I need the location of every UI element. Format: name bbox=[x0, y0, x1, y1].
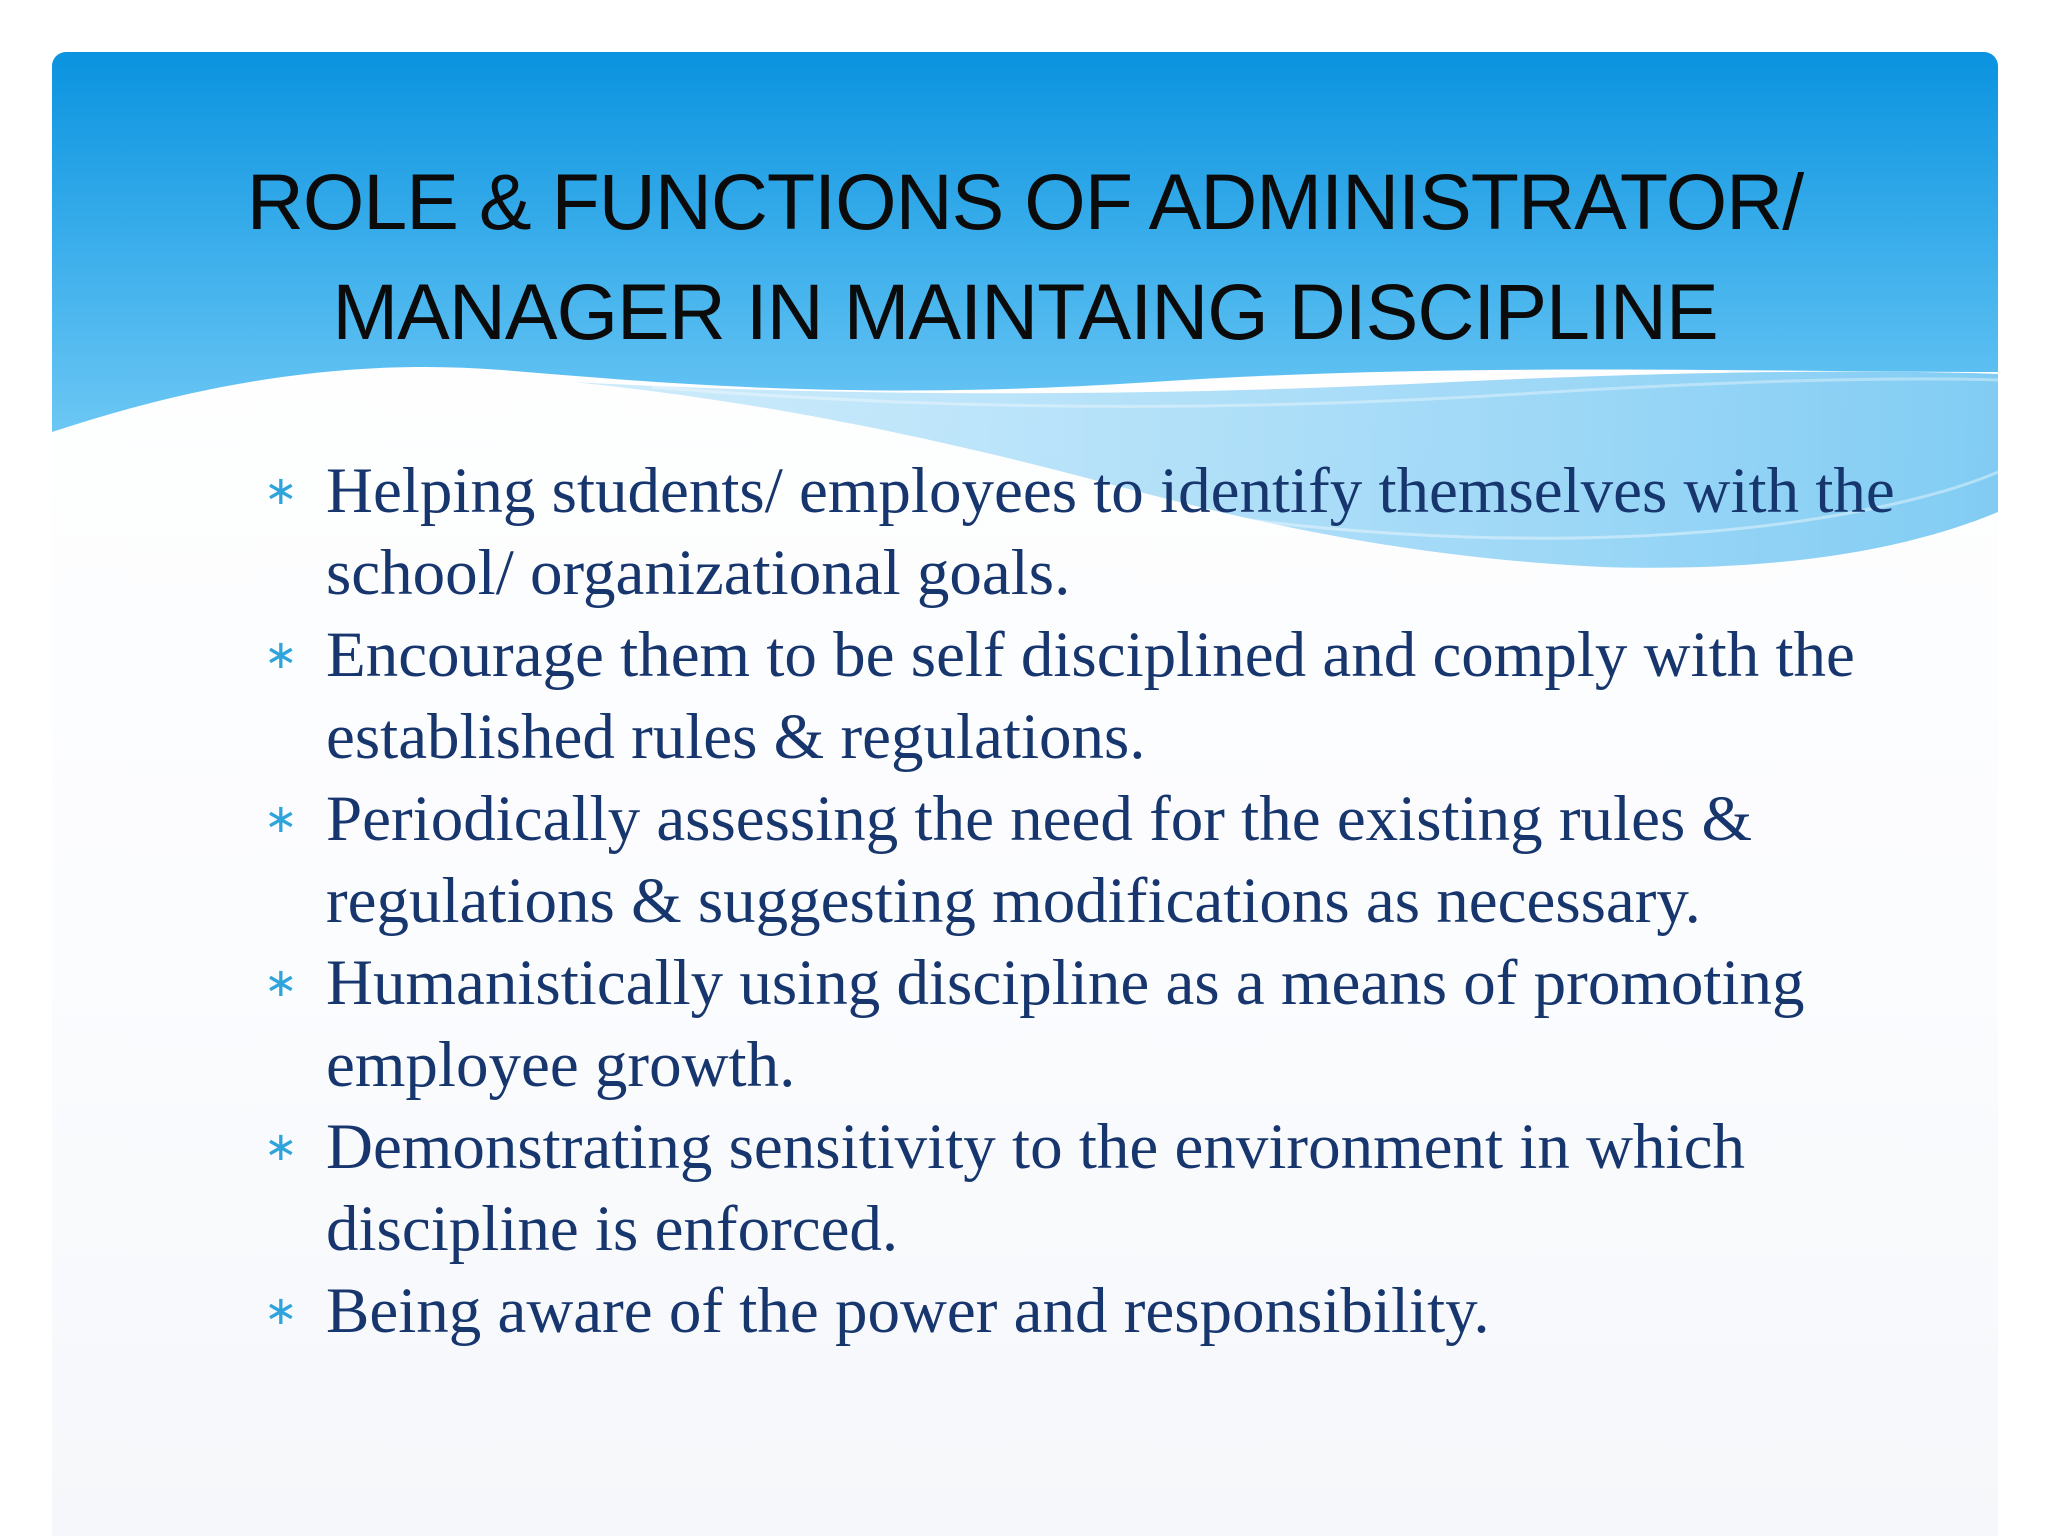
bullet-item bbox=[264, 1270, 1964, 1352]
bullet-item bbox=[264, 450, 1964, 614]
bullet-text: Being aware of the power and responsibility. bbox=[326, 1275, 1490, 1347]
bullet-item bbox=[264, 614, 1964, 778]
slide-title-line: MANAGER IN MAINTAING DISCIPLINE bbox=[332, 267, 1718, 356]
bullet-item bbox=[264, 778, 1964, 942]
bullet-text: Humanistically using discipline as a means of promoting employee growth. bbox=[326, 947, 1805, 1101]
bullet-text: Encourage them to be self disciplined and comply with the established rules & regulations. bbox=[326, 619, 1855, 773]
slide bbox=[52, 52, 1998, 1536]
bullet-item bbox=[264, 942, 1964, 1106]
bullet-text: Periodically assessing the need for the existing rules & regulations & suggesting modifications as necessary. bbox=[326, 783, 1753, 937]
asterisk-icon: ∗ bbox=[264, 468, 298, 514]
slide-title-line: ROLE & FUNCTIONS OF ADMINISTRATOR/ bbox=[246, 157, 1804, 246]
asterisk-icon: ∗ bbox=[264, 632, 298, 678]
asterisk-icon: ∗ bbox=[264, 796, 298, 842]
bullet-text: Helping students/ employees to identify themselves with the school/ organizational goals. bbox=[326, 455, 1895, 609]
asterisk-icon: ∗ bbox=[264, 1288, 298, 1334]
bullet-text: Demonstrating sensitivity to the environment in which discipline is enforced. bbox=[326, 1111, 1745, 1265]
asterisk-icon: ∗ bbox=[264, 1124, 298, 1170]
bullet-item bbox=[264, 1106, 1964, 1270]
bullet-list bbox=[264, 450, 1964, 1352]
slide-title bbox=[52, 147, 1998, 367]
asterisk-icon: ∗ bbox=[264, 960, 298, 1006]
